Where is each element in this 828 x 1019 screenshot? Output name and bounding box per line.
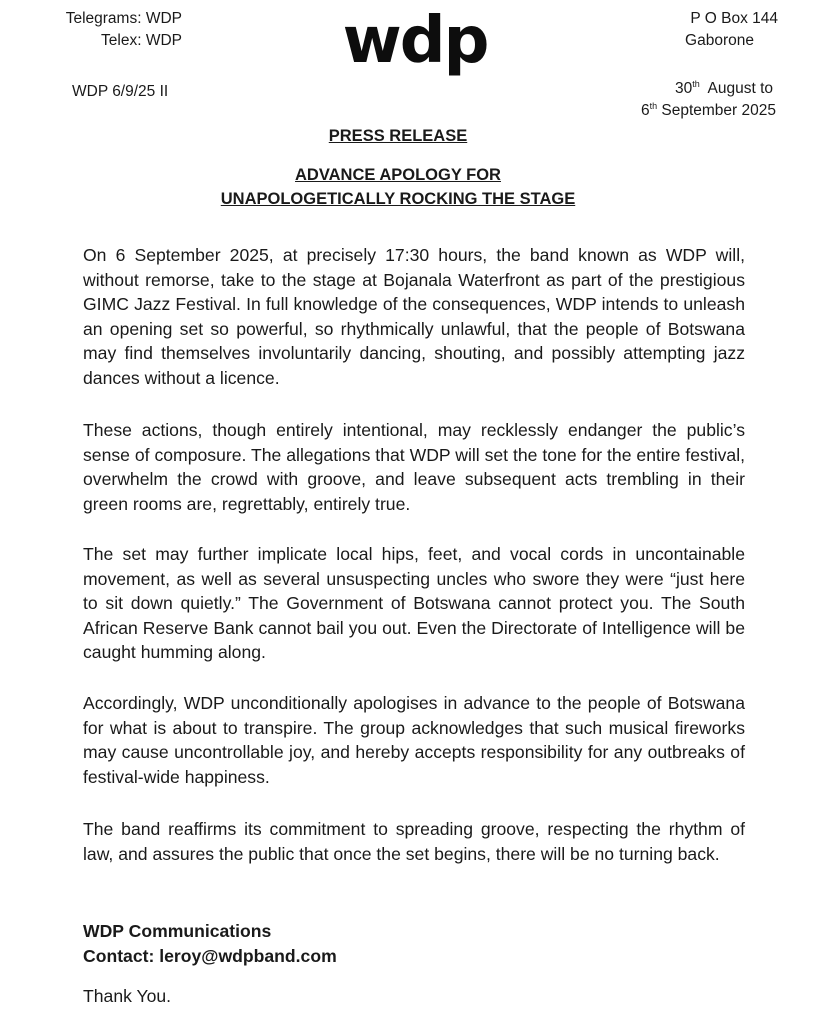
po-box: P O Box 144 (690, 10, 778, 27)
body-paragraph-4: Accordingly, WDP unconditionally apologises in advance to the people of Botswana for what is about to transpire. The group acknowledges that such musical fireworks may cause uncontrollable joy, and hereby accepts responsibility for any outbreaks of festival-wide happiness. (83, 693, 745, 787)
date2-sup: th (649, 101, 658, 111)
body-paragraph-5: The band reaffirms its commitment to spreading groove, respecting the rhythm of law, and assures the public that once the set begins, there will be no turning back. (83, 819, 745, 864)
letterhead-telex: Telex: WDP (101, 32, 182, 49)
body-paragraph-1: On 6 September 2025, at precisely 17:30 hours, the band known as WDP will, without remorse, take to the stage at Bojanala Waterfront as part of the prestigious GIMC Jazz Festival. In full knowledge of the consequences, WDP intends to unleash an opening set so powerful, so rhythmically unlawful, that the people of Botswana may find themselves involuntarily dancing, shouting, and possibly attempting jazz dances without a licence. (83, 245, 745, 388)
body-paragraph-2: These actions, though entirely intentional, may recklessly endanger the public’s sense of composure. The allegations that WDP will set the tone for the entire festival, overwhelm the crowd with groove, and leave subsequent acts trembling in their green rooms are, regrettably, entirely true. (83, 420, 745, 514)
reference-number: WDP 6/9/25 II (72, 83, 169, 100)
title-line-1: ADVANCE APOLOGY FOR (295, 166, 501, 184)
letterhead-telegrams: Telegrams: WDP (65, 10, 182, 27)
date1-sup: th (692, 79, 700, 89)
wdp-logo (340, 10, 490, 80)
signoff-contact: Contact: leroy@wdpband.com (83, 946, 337, 966)
date2-rest: September 2025 (657, 102, 776, 119)
date1-rest: August to (699, 80, 773, 97)
signoff-thanks: Thank You. (83, 986, 172, 1006)
press-release-heading: PRESS RELEASE (328, 127, 468, 145)
date2-num: 6 (640, 102, 650, 119)
signoff-org: WDP Communications (83, 921, 272, 941)
title-line-2: UNAPOLOGETICALLY ROCKING THE STAGE (220, 190, 576, 208)
city: Gaborone (685, 32, 754, 49)
date-line-1 (675, 78, 773, 100)
date1-num: 30 (674, 80, 693, 97)
body-paragraph-3: The set may further implicate local hips, feet, and vocal cords in uncontainable movement, as well as several unsuspecting uncles who swore they were “just here to sit down quietly.” The Government of Botswana cannot protect you. The South African Reserve Bank cannot bail you out. Even the Directorate of Intelligence will be caught humming along. (83, 544, 745, 663)
date-line-2 (641, 100, 776, 122)
wdp-logo-text: wdp (342, 10, 488, 78)
